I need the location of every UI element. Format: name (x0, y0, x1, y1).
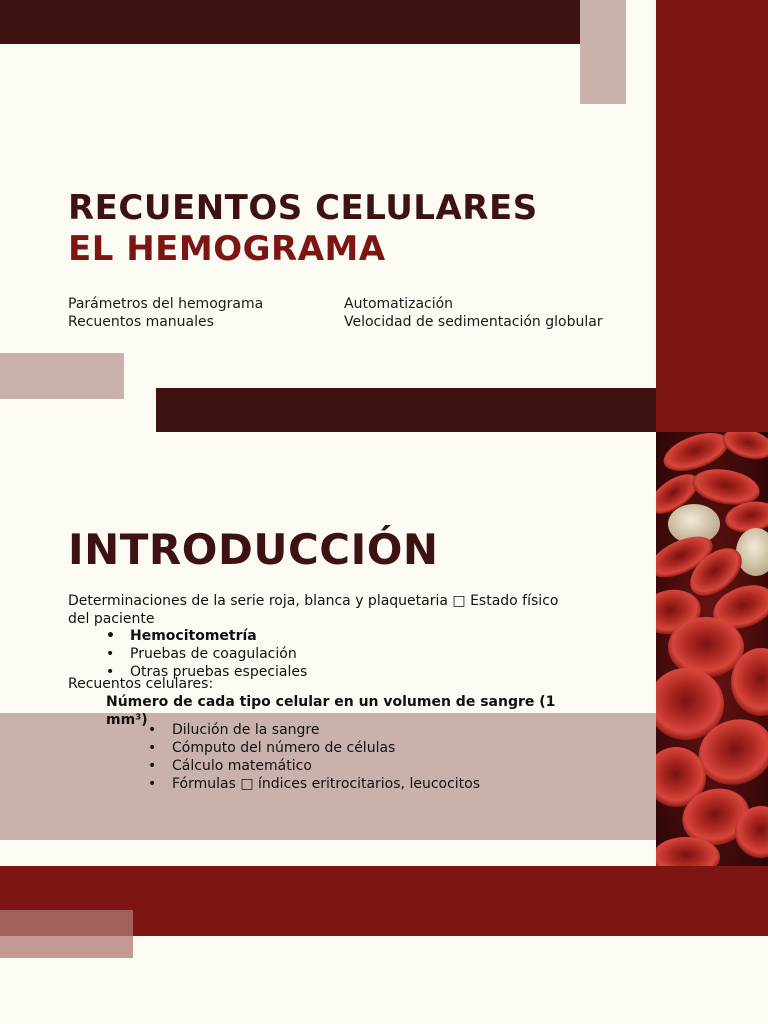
right-red-column (656, 0, 768, 432)
list-item (106, 627, 257, 645)
list-item-label: Dilución de la sangre (172, 722, 320, 738)
title-line-2: EL HEMOGRAMA (68, 229, 386, 269)
bullet-icon: • (106, 664, 115, 680)
intro-heading: INTRODUCCIÓN (68, 525, 439, 574)
counts-label: Recuentos celulares: (68, 676, 214, 692)
toc-column-2 (344, 295, 603, 331)
list-item (148, 757, 312, 775)
toc-item: Velocidad de sedimentación globular (344, 314, 603, 330)
list-item (148, 721, 320, 739)
title-line-1: RECUENTOS CELULARES (68, 188, 538, 228)
red-blood-cells-illustration (656, 432, 768, 866)
page-title (68, 188, 538, 270)
toc-item: Automatización (344, 296, 454, 312)
toc-column-1 (68, 295, 263, 331)
top-pink-block (580, 0, 626, 104)
list-item (148, 739, 396, 757)
blood-cells-image (656, 432, 768, 866)
bullet-icon: • (148, 776, 157, 792)
bullet-icon: • (148, 740, 157, 756)
intro-paragraph-line: del paciente (68, 611, 155, 627)
list-item-label: Otras pruebas especiales (130, 664, 308, 680)
bullet-icon: • (106, 646, 115, 662)
bullet-icon: • (106, 628, 115, 644)
bullet-icon: • (148, 722, 157, 738)
counts-definition-line: Número de cada tipo celular en un volumen de sangre (1 (106, 694, 556, 710)
list-item-label: Hemocitometría (130, 628, 257, 644)
bottom-left-pink-block (0, 910, 133, 958)
toc-item: Recuentos manuales (68, 314, 214, 330)
list-item-label: Cálculo matemático (172, 758, 312, 774)
intro-paragraph-line: Determinaciones de la serie roja, blanca y plaquetaria □ Estado físico (68, 593, 559, 609)
list-item-label: Cómputo del número de células (172, 740, 396, 756)
intro-paragraph (68, 592, 558, 628)
bullet-icon: • (148, 758, 157, 774)
left-pink-block (0, 353, 124, 399)
list-item-label: Pruebas de coagulación (130, 646, 297, 662)
counts-definition-line: mm³) (106, 712, 148, 728)
list-item (148, 775, 481, 793)
list-item (106, 645, 297, 663)
middle-dark-bar (156, 388, 656, 432)
toc-item: Parámetros del hemograma (68, 296, 264, 312)
list-item-label: Fórmulas □ índices eritrocitarios, leucocitos (172, 776, 481, 792)
top-dark-bar (0, 0, 600, 44)
